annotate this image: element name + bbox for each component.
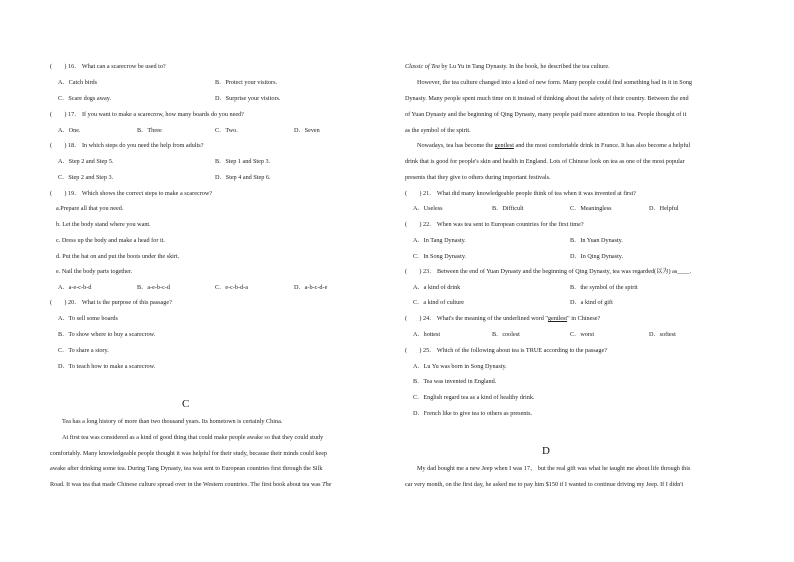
q23-option-c: C．a kind of culture (413, 299, 465, 306)
q17-option-a: A．One. (58, 127, 81, 134)
passage-c-p2-line3: awake after drinking some tea. During Tang Dynasty, tea was sent to European countries first through the Silk (50, 465, 323, 472)
q21-option-d: D．Helpful (649, 205, 679, 212)
q17-option-c: C．Two. (215, 127, 238, 134)
q21-option-a: A．Useless (413, 205, 443, 212)
q25-option-b: B．Tea was invented in England. (413, 378, 497, 385)
q23-option-b: B．the symbol of the spirit (570, 284, 638, 291)
q25-stem: ( ) 25． Which of the following about tea is TRUE according to the passage? (405, 347, 608, 354)
q22-option-b: B．In Yuan Dynasty. (570, 237, 623, 244)
q19-step-d: d. Put the hat on and put the boots under the skirt. (56, 253, 180, 260)
q19-option-c: C．e-c-b-d-a (215, 284, 248, 291)
q24-stem (405, 316, 600, 322)
q17-stem: ( ) 17． If you want to make a scarecrow, how many boards do you need? (50, 111, 244, 118)
q25-option-d: D．French like to give tea to others as presents. (413, 410, 533, 417)
q19-option-d: D．a-b-c-d-e (294, 284, 328, 291)
q18-option-b: B．Step 1 and Step 3. (215, 158, 271, 165)
q16-option-a: A．Catch birds (58, 79, 98, 86)
passage-c-p3-line1: However, the tea culture changed into a kind of new form. Many people could find something bad in it in Song (417, 79, 693, 86)
q24-stem-part1: ( ) 24． What's the meaning of the underlined word " (405, 315, 548, 322)
passage-c-p3-line4: as the symbol of the spirit. (405, 127, 471, 134)
q24-option-b: B．coolest (492, 331, 520, 338)
q20-option-d: D．To teach how to make a scarecrow. (58, 363, 156, 370)
section-d-heading: D (542, 445, 551, 457)
q22-option-d: D．In Qing Dynasty. (570, 253, 624, 260)
q21-option-b: B．Difficult (492, 205, 524, 212)
q20-option-a: A．To sell some boards (58, 315, 118, 322)
q18-stem: ( ) 18． In which steps do you need the help from adults? (50, 142, 204, 149)
passage-c-cont-line1 (405, 64, 610, 70)
q22-option-c: C．In Song Dynasty. (413, 253, 467, 260)
q23-option-a: A．a kind of drink (413, 284, 461, 291)
q21-option-c: C．Meaningless (570, 205, 612, 212)
q24-stem-part2: " in Chinese? (567, 315, 601, 322)
passage-c-p4-line2: drink that is good for people's skin and health in England. Lots of Chinese look on tea as one of the most popular (405, 158, 685, 165)
q24-option-c: C．worst (570, 331, 595, 338)
q16-option-d: D．Surprise your visitors. (215, 95, 281, 102)
passage-c-p2-line1: At first tea was considered as a kind of good thing that could make people awake so that they could study (62, 434, 324, 441)
passage-c-p2-line2: comfortably. Many knowledgeable people thought it was helpful for their study, because their minds could keep (50, 450, 328, 457)
q17-option-b: B．Three (137, 127, 162, 134)
passage-d-line1: My dad bought me a new Jeep when I was 17， but the real gift was what he taught me about life through this (417, 465, 691, 472)
underlined-word-gentlest: gentlest (494, 142, 514, 149)
passage-d-line2: car very month, on the first day, he asked me to pay him $150 if I wanted to continue driving my Jeep. If I didn't (405, 481, 684, 488)
q18-option-a: A．Step 2 and Step 5. (58, 158, 114, 165)
q24-option-a: A．hottest (413, 331, 441, 338)
passage-c-p1: Tea has a long history of more than two thousand years. Its hometown is certainly China. (62, 418, 283, 425)
p4-line1-part1: Nowadays, tea has become the (417, 142, 495, 149)
q19-option-b: B．a-e-b-c-d (137, 284, 170, 291)
q22-option-a: A．In Tang Dynasty. (413, 237, 466, 244)
q23-stem: ( ) 23． Between the end of Yuan Dynasty and the beginning of Qing Dynasty, tea was regarded(以为) as____. (405, 268, 692, 275)
q25-option-c: C．English regard tea as a kind of healthy drink. (413, 394, 535, 401)
q19-step-a: a.Prepare all that you need. (56, 205, 124, 212)
passage-c-p2-line4 (50, 482, 331, 488)
q19-step-b: b. Let the body stand where you want. (56, 221, 151, 228)
passage-c-p3-line2: Dynasty. Many people spent much time on it instead of thinking about the safety of their country. Between the end (405, 95, 689, 102)
section-c-heading: C (182, 398, 190, 410)
passage-c-p4-line1 (417, 143, 690, 149)
q20-stem: ( ) 20． What is the purpose of this passage? (50, 299, 172, 306)
q25-option-a: A．Lu Yu was born in Song Dynasty. (413, 363, 507, 370)
passage-c-p2-line4-text: Road. It was tea that made Chinese culture spread over in the Western countries. The first book about tea was (50, 481, 321, 488)
q19-option-a: A．a-e-c-b-d (58, 284, 92, 291)
q24-underlined-word: gentlest (547, 315, 568, 322)
q20-option-c: C．To share a story. (58, 347, 109, 354)
p4-line1-part2: and the most comfortable drink in France. It has also become a helpful (513, 142, 691, 149)
book-title-end: Classic of Tea (405, 63, 440, 70)
q20-option-b: B．To show where to buy a scarecrow. (58, 331, 156, 338)
q16-option-c: C．Scare dogs away. (58, 95, 112, 102)
q23-option-d: D．a kind of gift (570, 299, 613, 306)
q19-step-c: c. Dress up the body and make a head for it. (56, 237, 165, 244)
book-title-start: The (322, 481, 332, 488)
q16-stem: ( ) 16． What can a scarecrow be used to? (50, 63, 166, 70)
q18-option-d: D．Step 4 and Step 6. (215, 174, 271, 181)
q21-stem: ( ) 21． What did many knowledgeable people think of tea when it was invented at first? (405, 190, 636, 197)
passage-c-cont-line1-text: by Lu Yu in Tang Dynasty. In the book, he described the tea culture. (439, 63, 610, 70)
passage-c-p3-line3: of Yuan Dynasty and the beginning of Qing Dynasty, many people paid more attention to tea. People thought of it (405, 111, 687, 118)
q19-step-e: e. Nail the body parts together. (56, 268, 133, 275)
passage-c-p4-line3: presents that they give to others during important festivals. (405, 174, 551, 181)
q24-option-d: D．softest (649, 331, 676, 338)
q16-option-b: B．Protect your visitors. (215, 79, 278, 86)
q19-stem: ( ) 19． Which shows the correct steps to make a scarecrow? (50, 190, 213, 197)
q18-option-c: C．Step 2 and Step 3. (58, 174, 114, 181)
q17-option-d: D．Seven (294, 127, 320, 134)
q22-stem: ( ) 22． When was tea sent to European countries for the first time? (405, 221, 584, 228)
